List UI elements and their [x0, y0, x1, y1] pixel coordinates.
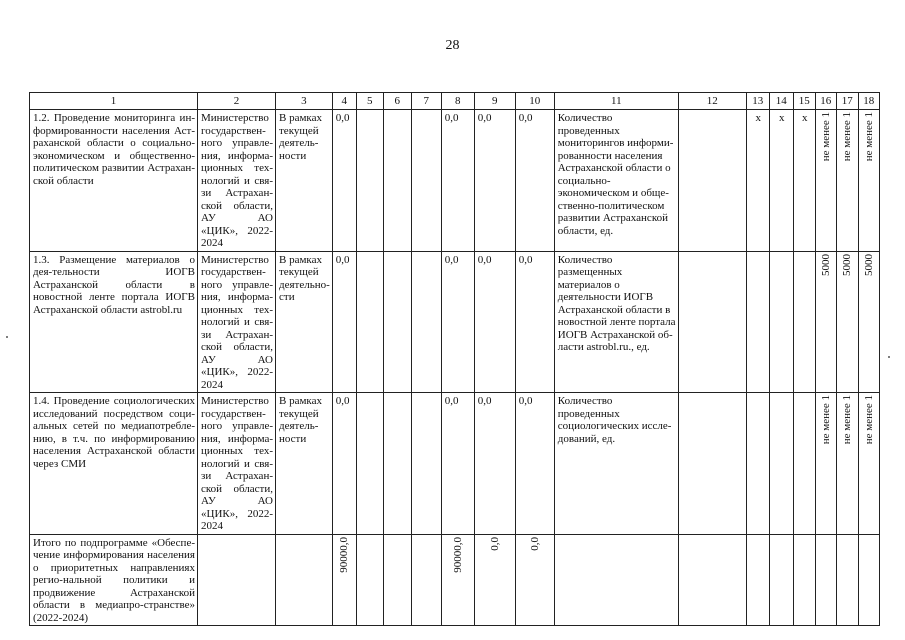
target-cell	[815, 251, 836, 393]
total-value-cell	[332, 534, 356, 626]
column-header: 16	[815, 93, 836, 110]
indicator-cell: Количество проведенных мониторингов информи-рованности населения Астраханской области о социально-экономическом и обще-ственно-политическом развитии Астраханской области, ед.	[554, 110, 678, 252]
mark-cell	[769, 251, 793, 393]
empty-cell	[815, 534, 836, 626]
target-value: не менее 1	[862, 112, 875, 162]
column-header: 9	[474, 93, 515, 110]
mark-cell: x	[793, 110, 815, 252]
value-cell: 0,0	[474, 251, 515, 393]
column-header: 14	[769, 93, 793, 110]
mark-cell: x	[746, 110, 769, 252]
target-cell	[836, 393, 858, 535]
empty-cell	[383, 251, 411, 393]
total-value: 0,0	[488, 536, 501, 551]
empty-cell	[678, 393, 746, 535]
mark-cell	[793, 393, 815, 535]
target-value: не менее 1	[819, 395, 832, 445]
mark-cell	[769, 393, 793, 535]
target-value: 5000	[841, 253, 854, 276]
target-cell	[815, 393, 836, 535]
target-cell	[836, 251, 858, 393]
mark-cell	[793, 251, 815, 393]
executor-cell: Министерство государствен-ного управле-ния, информа-ционных тех-нологий и свя-зи Астрахан-ской области, АУ АО «ЦИК», 2022-2024	[198, 251, 276, 393]
empty-cell	[793, 534, 815, 626]
basis-cell: В рамках текущей деятель-ности	[276, 110, 333, 252]
value-cell: 0,0	[441, 251, 474, 393]
scan-speck	[888, 356, 890, 358]
target-value: не менее 1	[841, 112, 854, 162]
value-cell: 0,0	[332, 110, 356, 252]
basis-cell: В рамках текущей деятельно-сти	[276, 251, 333, 393]
target-cell	[836, 110, 858, 252]
column-header: 15	[793, 93, 815, 110]
column-header: 5	[356, 93, 383, 110]
column-header: 18	[858, 93, 879, 110]
indicator-cell: Количество размещенных материалов о деятельности ИОГВ Астраханской области в новостной ленте портала ИОГВ Астраханской об-ласти astrobl.ru., ед.	[554, 251, 678, 393]
value-cell: 0,0	[441, 110, 474, 252]
empty-cell	[356, 534, 383, 626]
empty-cell	[678, 534, 746, 626]
value-cell: 0,0	[474, 393, 515, 535]
target-value: не менее 1	[819, 112, 832, 162]
target-cell	[858, 110, 879, 252]
empty-cell	[383, 110, 411, 252]
mark-cell: x	[769, 110, 793, 252]
empty-cell	[383, 534, 411, 626]
table-row	[30, 251, 880, 393]
empty-cell	[356, 251, 383, 393]
empty-cell	[383, 393, 411, 535]
value-cell: 0,0	[515, 251, 554, 393]
column-header: 17	[836, 93, 858, 110]
target-value: 5000	[862, 253, 875, 276]
empty-cell	[411, 110, 441, 252]
target-value: 5000	[819, 253, 832, 276]
column-header: 7	[411, 93, 441, 110]
empty-cell	[411, 534, 441, 626]
column-header: 3	[276, 93, 333, 110]
value-cell: 0,0	[332, 393, 356, 535]
empty-cell	[746, 534, 769, 626]
total-value-cell	[441, 534, 474, 626]
column-header: 4	[332, 93, 356, 110]
empty-cell	[356, 393, 383, 535]
value-cell: 0,0	[515, 110, 554, 252]
empty-cell	[678, 110, 746, 252]
column-header: 2	[198, 93, 276, 110]
basis-cell: В рамках текущей деятель-ности	[276, 393, 333, 535]
total-row	[30, 534, 880, 626]
target-cell	[858, 251, 879, 393]
table-row	[30, 393, 880, 535]
empty-cell	[276, 534, 333, 626]
indicator-cell: Количество проведенных социологических иссле-дований, ед.	[554, 393, 678, 535]
target-value: не менее 1	[862, 395, 875, 445]
column-header: 6	[383, 93, 411, 110]
total-value: 90000,0	[451, 536, 464, 573]
empty-cell	[836, 534, 858, 626]
empty-cell	[769, 534, 793, 626]
total-value: 90000,0	[338, 536, 351, 573]
page-number: 28	[445, 38, 460, 53]
target-cell	[858, 393, 879, 535]
value-cell: 0,0	[474, 110, 515, 252]
column-number-row	[30, 93, 880, 110]
executor-cell: Министерство государствен-ного управле-ния, информа-ционных тех-нологий и свя-зи Астрахан-ской области, АУ АО «ЦИК», 2022-2024	[198, 393, 276, 535]
value-cell: 0,0	[515, 393, 554, 535]
empty-cell	[678, 251, 746, 393]
table-row	[30, 110, 880, 252]
column-header: 13	[746, 93, 769, 110]
empty-cell	[198, 534, 276, 626]
column-header: 12	[678, 93, 746, 110]
total-value-cell	[474, 534, 515, 626]
value-cell: 0,0	[332, 251, 356, 393]
mark-cell	[746, 393, 769, 535]
column-header: 1	[30, 93, 198, 110]
total-value-cell	[515, 534, 554, 626]
column-header: 8	[441, 93, 474, 110]
empty-cell	[858, 534, 879, 626]
total-value: 0,0	[528, 536, 541, 551]
empty-cell	[554, 534, 678, 626]
executor-cell: Министерство государствен-ного управле-ния, информа-ционных тех-нологий и свя-зи Астрахан-ской области, АУ АО «ЦИК», 2022-2024	[198, 110, 276, 252]
target-cell	[815, 110, 836, 252]
scan-speck	[6, 336, 8, 338]
value-cell: 0,0	[441, 393, 474, 535]
mark-cell	[746, 251, 769, 393]
total-label-cell: Итого по подпрограмме «Обеспе-чение информирования населения о приоритетных направлениях регио-нальной политики и продвижение Астраханской области в медиапро-странстве» (2022-2024)	[30, 534, 198, 626]
column-header: 10	[515, 93, 554, 110]
column-header: 11	[554, 93, 678, 110]
target-value: не менее 1	[841, 395, 854, 445]
empty-cell	[411, 251, 441, 393]
activity-cell: 1.2. Проведение мониторинга ин-формированности населения Аст-раханской области о социально-экономическом и общественно-политическом развитии Астрахан-ской области	[30, 110, 198, 252]
empty-cell	[356, 110, 383, 252]
activity-cell: 1.4. Проведение социологических исследований посредством соци-альных сетей по медиапотребле-нию, в т.ч. по информированию населения Астраханской области через СМИ	[30, 393, 198, 535]
program-table	[29, 92, 880, 626]
activity-cell: 1.3. Размещение материалов о дея-тельности ИОГВ Астраханской области в новостной ленте портала ИОГВ Астраханской области astrobl.ru	[30, 251, 198, 393]
empty-cell	[411, 393, 441, 535]
